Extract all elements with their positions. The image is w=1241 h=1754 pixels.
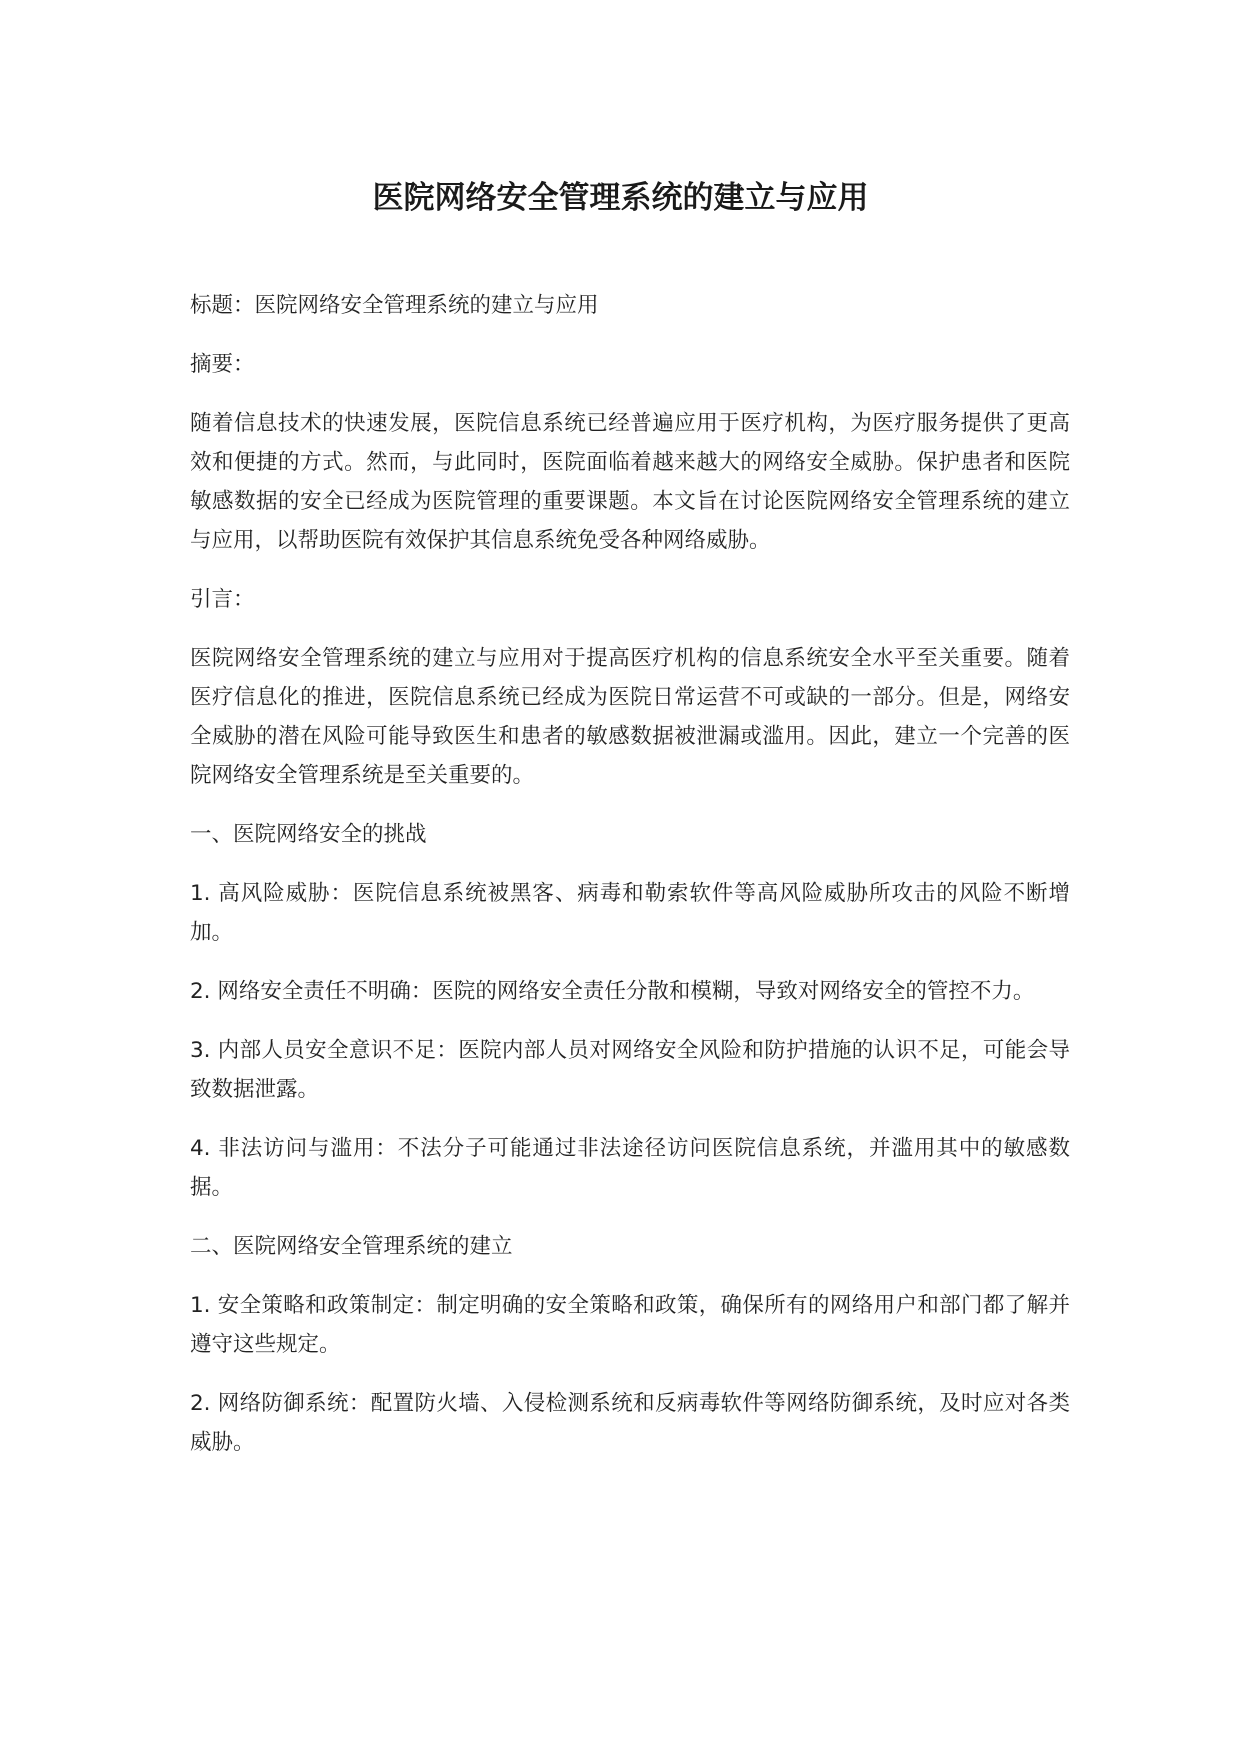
challenge-item-1: 1. 高风险威胁：医院信息系统被黑客、病毒和勒索软件等高风险威胁所攻击的风险不断增加。 (190, 881, 1070, 945)
document-body (190, 286, 1070, 1482)
document-title: 医院网络安全管理系统的建立与应用 (372, 180, 869, 216)
abstract-heading: 摘要： (190, 352, 255, 377)
abstract-paragraph: 随着信息技术的快速发展，医院信息系统已经普遍应用于医疗机构，为医疗服务提供了更高效和便捷的方式。然而，与此同时，医院面临着越来越大的网络安全威胁。保护患者和医院敏感数据的安全已经成为医院管理的重要课题。本文旨在讨论医院网络安全管理系统的建立与应用，以帮助医院有效保护其信息系统免受各种网络威胁。 (190, 411, 1070, 553)
section-one-heading: 一、医院网络安全的挑战 (190, 822, 427, 847)
introduction-heading: 引言： (190, 587, 255, 612)
challenge-item-2: 2. 网络安全责任不明确：医院的网络安全责任分散和模糊，导致对网络安全的管控不力。 (190, 979, 1035, 1004)
section-two-heading: 二、医院网络安全管理系统的建立 (190, 1234, 513, 1259)
introduction-paragraph: 医院网络安全管理系统的建立与应用对于提高医疗机构的信息系统安全水平至关重要。随着医疗信息化的推进，医院信息系统已经成为医院日常运营不可或缺的一部分。但是，网络安全威胁的潜在风险可能导致医生和患者的敏感数据被泄漏或滥用。因此，建立一个完善的医院网络安全管理系统是至关重要的。 (190, 646, 1070, 788)
establishment-item-2: 2. 网络防御系统：配置防火墙、入侵检测系统和反病毒软件等网络防御系统，及时应对各类威胁。 (190, 1391, 1070, 1455)
title-line: 标题：医院网络安全管理系统的建立与应用 (190, 293, 599, 318)
challenge-item-4: 4. 非法访问与滥用：不法分子可能通过非法途径访问医院信息系统，并滥用其中的敏感数据。 (190, 1136, 1070, 1200)
establishment-item-1: 1. 安全策略和政策制定：制定明确的安全策略和政策，确保所有的网络用户和部门都了解并遵守这些规定。 (190, 1293, 1070, 1357)
challenge-item-3: 3. 内部人员安全意识不足：医院内部人员对网络安全风险和防护措施的认识不足，可能会导致数据泄露。 (190, 1038, 1070, 1102)
